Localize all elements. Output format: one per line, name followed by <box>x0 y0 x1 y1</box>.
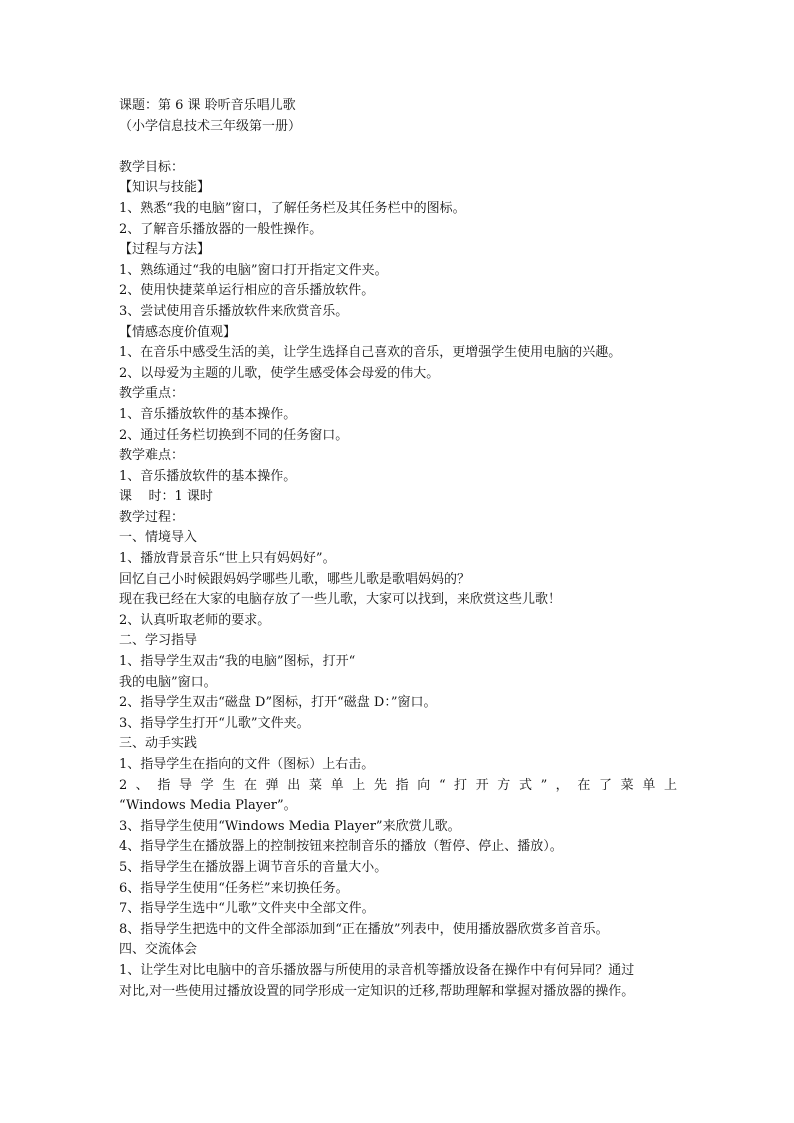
list-item: 对比,对一些使用过播放设置的同学形成一定知识的迁移,帮助理解和掌握对播放器的操作。 <box>119 983 635 999</box>
list-item: 7、指导学生选中“儿歌”文件夹中全部文件。 <box>119 901 375 917</box>
knowledge-header: 【知识与技能】 <box>119 180 211 196</box>
section-header: 一、情境导入 <box>119 530 198 546</box>
list-item: 回忆自己小时候跟妈妈学哪些儿歌，哪些儿歌是歌唱妈妈的？ <box>119 571 471 587</box>
list-item: 6、指导学生使用“任务栏”来切换任务。 <box>119 880 349 896</box>
class-hours: 课 时：1 课时 <box>119 489 213 505</box>
section-header: 三、动手实践 <box>119 736 198 752</box>
lesson-subtitle: （小学信息技术三年级第一册） <box>119 118 302 134</box>
list-item: 1、熟悉“我的电脑”窗口，了解任务栏及其任务栏中的图标。 <box>119 200 466 216</box>
section-header: 四、交流体会 <box>119 942 198 958</box>
lesson-title: 课题：第 6 课 聆听音乐唱儿歌 <box>119 98 296 113</box>
list-item: 1、指导学生双击“我的电脑”图标，打开“ <box>119 654 356 670</box>
emotion-header: 【情感态度价值观】 <box>119 324 237 340</box>
section-header: 二、学习指导 <box>119 633 198 649</box>
list-item: 1、指导学生在指向的文件（图标）上右击。 <box>119 757 375 772</box>
list-item: 3、指导学生使用“Windows Media Player”来欣赏儿歌。 <box>119 818 461 834</box>
lesson-plan-document <box>119 96 679 1002</box>
list-item: “Windows Media Player”。 <box>119 798 297 814</box>
list-item: 2、通过任务栏切换到不同的任务窗口。 <box>119 427 349 443</box>
list-item: 1、播放背景音乐“世上只有妈妈好”。 <box>119 551 336 567</box>
list-item: 2、使用快捷菜单运行相应的音乐播放软件。 <box>119 283 375 299</box>
list-item: 1、让学生对比电脑中的音乐播放器与所使用的录音机等播放设备在操作中有何异同？通过 <box>119 962 635 978</box>
list-item: 2、了解音乐播放器的一般性操作。 <box>119 221 323 237</box>
list-item: 8、指导学生把选中的文件全部添加到“正在播放”列表中，使用播放器欣赏多首音乐。 <box>119 921 609 937</box>
list-item: 1、音乐播放软件的基本操作。 <box>119 468 297 484</box>
list-item: 3、指导学生打开“儿歌”文件夹。 <box>119 715 310 731</box>
blank-line <box>119 137 679 158</box>
list-item: 2、认真听取老师的要求。 <box>119 612 271 628</box>
list-item: 2 、 指 导 学 生 在 弹 出 菜 单 上 先 指 向 “ 打 开 方 式 ” ， 在 了 菜 单 上 <box>119 777 679 793</box>
key-points-label: 教学重点： <box>119 386 185 402</box>
teaching-process-label: 教学过程： <box>119 509 185 525</box>
list-item: 1、熟练通过“我的电脑”窗口打开指定文件夹。 <box>119 262 388 278</box>
list-item: 现在我已经在大家的电脑存放了一些儿歌，大家可以找到，来欣赏这些儿歌！ <box>119 592 562 608</box>
list-item: 我的电脑”窗口。 <box>119 674 217 690</box>
list-item: 4、指导学生在播放器上的控制按钮来控制音乐的播放（暂停、停止、播放）。 <box>119 839 563 855</box>
list-item: 5、指导学生在播放器上调节音乐的音量大小。 <box>119 859 388 875</box>
list-item: 1、音乐播放软件的基本操作。 <box>119 406 297 422</box>
list-item: 1、在音乐中感受生活的美，让学生选择自己喜欢的音乐，更增强学生使用电脑的兴趣。 <box>119 345 622 361</box>
list-item: 2、指导学生双击“磁盘 D”图标，打开“磁盘 D：”窗口。 <box>119 695 437 711</box>
list-item: 3、尝试使用音乐播放软件来欣赏音乐。 <box>119 303 349 319</box>
process-method-header: 【过程与方法】 <box>119 242 211 258</box>
list-item: 2、以母爱为主题的儿歌，使学生感受体会母爱的伟大。 <box>119 365 440 381</box>
difficulty-label: 教学难点： <box>119 448 185 464</box>
objectives-label: 教学目标： <box>119 159 185 175</box>
